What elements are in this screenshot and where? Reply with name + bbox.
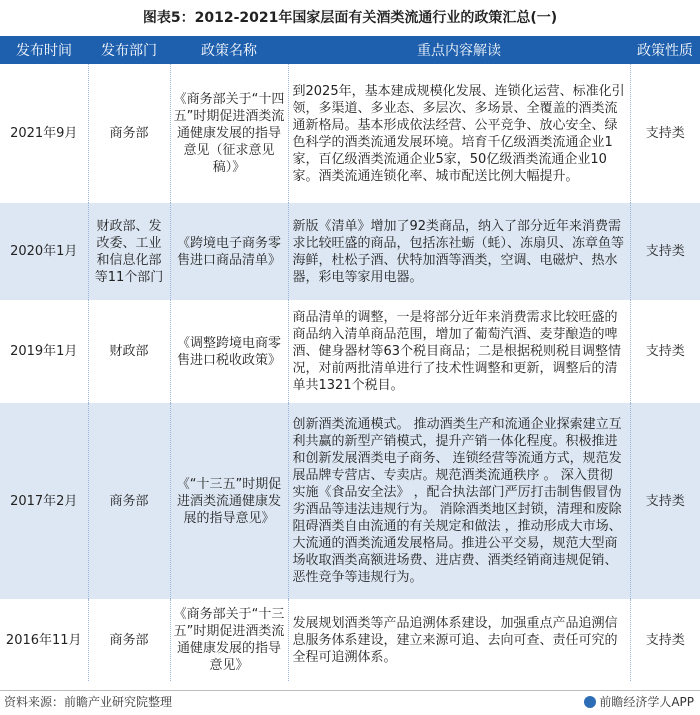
cell-nature: 支持类 <box>630 64 700 203</box>
cell-nature: 支持类 <box>630 403 700 599</box>
cell-dept: 商务部 <box>88 403 170 599</box>
cell-nature: 支持类 <box>630 599 700 681</box>
source-note: 资料来源：前瞻产业研究院整理 <box>4 695 173 709</box>
cell-date: 2019年1月 <box>0 300 88 403</box>
cell-nature: 支持类 <box>630 203 700 300</box>
footer <box>0 690 700 715</box>
cell-content: 创新酒类流通模式。 推动酒类生产和流通企业探索建立互利共赢的新型产销模式，提升产销一体化程度。积极推进和创新发展酒类电子商务、 连锁经营等流通方式，规范发展品牌专营店、专卖店。规范酒类流通秩序 。 深入贯彻实施《食品安全法》 ，配合执法部门严厉打击制售假冒伪劣酒品等违法违规行为。 消除酒类地区封锁，清理和废除阻碍酒类自由流通的有关规定和做法 ，推动形成大市场、大流通的酒类流通发展格局。推进公平交易，规范大型商场收取酒类高额进场费、进店费、酒类经销商违规促销、恶性竞争等违规行为。 <box>288 403 630 599</box>
cell-content: 到2025年，基本建成规模化发展、连锁化运营、标准化引领，多渠道、多业态、多层次、多场景、全覆盖的酒类流通新格局。基本形成依法经营、公平竞争、放心安全、绿色科学的酒类流通发展环境。培育千亿级酒类流通企业1家，百亿级酒类流通企业5家，50亿级酒类流通企业10家。酒类流通连锁化率、城市配送比例大幅提升。 <box>288 64 630 203</box>
cell-content: 商品清单的调整，一是将部分近年来消费需求比较旺盛的商品纳入清单商品范围，增加了葡萄汽酒、麦芽酿造的啤酒、健身器材等63个税目商品；二是根据税则税目调整情况，对前两批清单进行了技术性调整和更新，调整后的清单共1321个税目。 <box>288 300 630 403</box>
cell-dept: 财政部 <box>88 300 170 403</box>
cell-date: 2021年9月 <box>0 64 88 203</box>
table-header-row <box>0 36 700 64</box>
cell-policy-name: 《调整跨境电商零售进口税收政策》 <box>170 300 288 403</box>
cell-date: 2020年1月 <box>0 203 88 300</box>
cell-date: 2017年2月 <box>0 403 88 599</box>
header-name: 政策名称 <box>170 36 288 64</box>
brand-logo-icon <box>584 696 596 708</box>
cell-policy-name: 《跨境电子商务零售进口商品清单》 <box>170 203 288 300</box>
table-row <box>0 403 700 599</box>
policy-table <box>0 36 700 681</box>
cell-content: 新版《清单》增加了92类商品，纳入了部分近年来消费需求比较旺盛的商品，包括冻社蛎（蚝）、冻扇贝、冻章鱼等海鲜，杜松子酒、伏特加酒等酒类，空调、电磁炉、热水器，彩电等家用电器。 <box>288 203 630 300</box>
table-row <box>0 203 700 300</box>
brand-attribution <box>584 691 694 713</box>
header-content: 重点内容解读 <box>288 36 630 64</box>
cell-policy-name: 《商务部关于“十三五”时期促进酒类流通健康发展的指导意见》 <box>170 599 288 681</box>
brand-label: 前瞻经济学人APP <box>599 695 694 709</box>
header-dept: 发布部门 <box>88 36 170 64</box>
cell-content: 发展规划酒类等产品追溯体系建设，加强重点产品追溯信息服务体系建设，建立来源可追、去向可查、责任可究的全程可追溯体系。 <box>288 599 630 681</box>
cell-nature: 支持类 <box>630 300 700 403</box>
cell-policy-name: 《“十三五”时期促进酒类流通健康发展的指导意见》 <box>170 403 288 599</box>
cell-dept: 商务部 <box>88 64 170 203</box>
table-row <box>0 64 700 203</box>
cell-dept: 商务部 <box>88 599 170 681</box>
header-nature: 政策性质 <box>630 36 700 64</box>
cell-date: 2016年11月 <box>0 599 88 681</box>
cell-dept: 财政部、发改委、工业和信息化部等11个部门 <box>88 203 170 300</box>
header-date: 发布时间 <box>0 36 88 64</box>
table-row <box>0 599 700 681</box>
chart-title: 图表5：2012-2021年国家层面有关酒类流通行业的政策汇总(一) <box>142 10 558 26</box>
cell-policy-name: 《商务部关于“十四五”时期促进酒类流通健康发展的指导意见（征求意见稿）》 <box>170 64 288 203</box>
table-row <box>0 300 700 403</box>
